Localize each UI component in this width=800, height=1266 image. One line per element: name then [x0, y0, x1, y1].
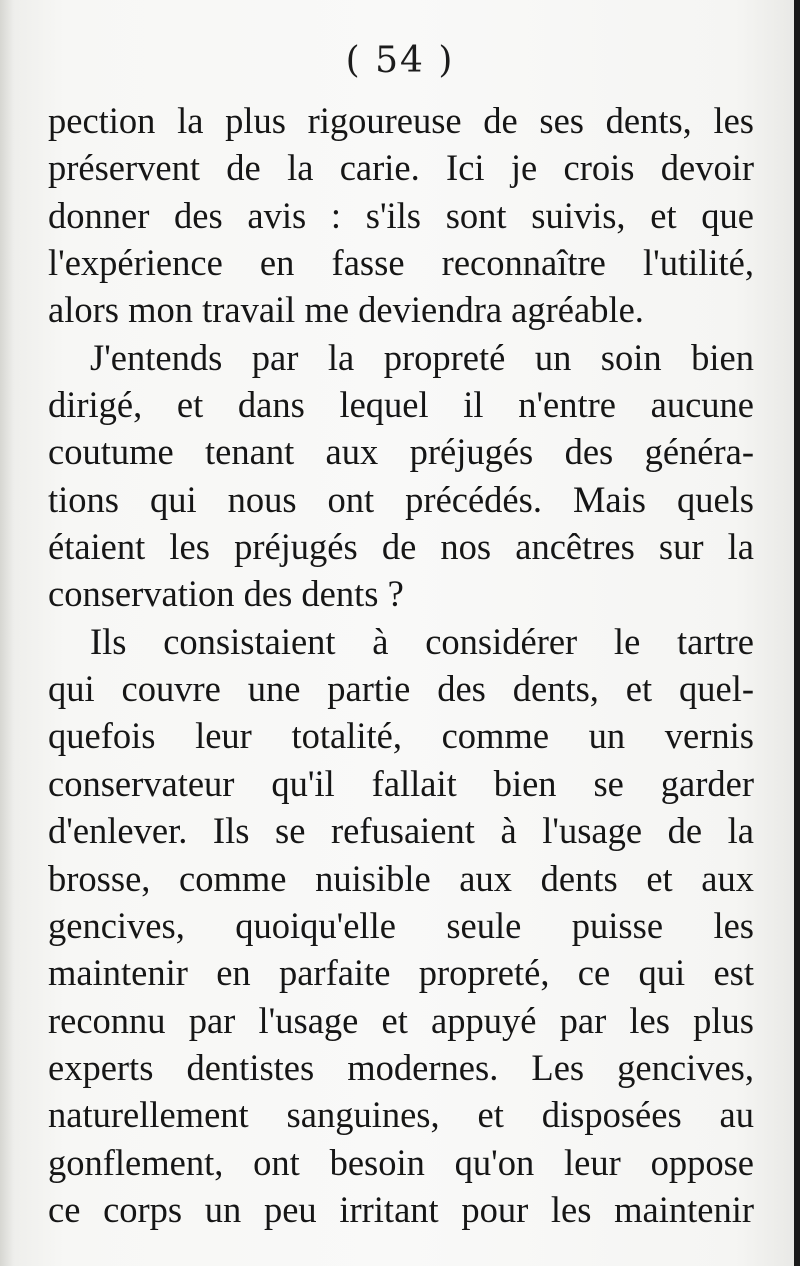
text-line: gonflement, ont besoin qu'on leur oppose — [48, 1141, 754, 1183]
text-line: préservent de la carie. Ici je crois devoir — [48, 147, 754, 189]
text-line: quefois leur totalité, comme un vernis — [48, 715, 754, 757]
text-line: qui couvre une partie des dents, et quel- — [48, 668, 754, 710]
page-number: ( 54 ) — [345, 40, 455, 81]
text-line: experts dentistes modernes. Les gencives, — [48, 1046, 754, 1088]
text-line: alors mon travail me deviendra agréable. — [48, 289, 644, 331]
text-line: maintenir en parfaite propreté, ce qui est — [48, 952, 754, 994]
text-line: d'enlever. Ils se refusaient à l'usage de la — [48, 810, 754, 852]
paragraph-first-line: Ils consistaient à considérer le tartre — [90, 620, 754, 662]
text-line: brosse, comme nuisible aux dents et aux — [48, 857, 754, 899]
text-line: coutume tenant aux préjugés des généra- — [48, 431, 754, 473]
text-line: tions qui nous ont précédés. Mais quels — [48, 478, 754, 520]
text-line: naturellement sanguines, et disposées au — [48, 1094, 754, 1136]
paragraph-first-line: J'entends par la propreté un soin bien — [90, 336, 754, 378]
text-line: donner des avis : s'ils sont suivis, et que — [48, 194, 754, 236]
text-line: conservateur qu'il fallait bien se garder — [48, 762, 754, 804]
text-line: pection la plus rigoureuse de ses dents, les — [48, 100, 754, 141]
text-line: ce corps un peu irritant pour les maintenir — [48, 1188, 754, 1230]
page-border — [794, 0, 800, 1266]
text-line: reconnu par l'usage et appuyé par les plus — [48, 999, 754, 1041]
text-line: étaient les préjugés de nos ancêtres sur la — [48, 526, 754, 568]
text-line: l'expérience en fasse reconnaître l'utilité, — [48, 242, 754, 284]
body-text — [48, 97, 754, 1233]
text-line: conservation des dents ? — [48, 573, 404, 615]
page-edge-shadow — [0, 0, 14, 1266]
text-line: gencives, quoiqu'elle seule puisse les — [48, 904, 754, 946]
text-line: dirigé, et dans lequel il n'entre aucune — [48, 384, 754, 426]
